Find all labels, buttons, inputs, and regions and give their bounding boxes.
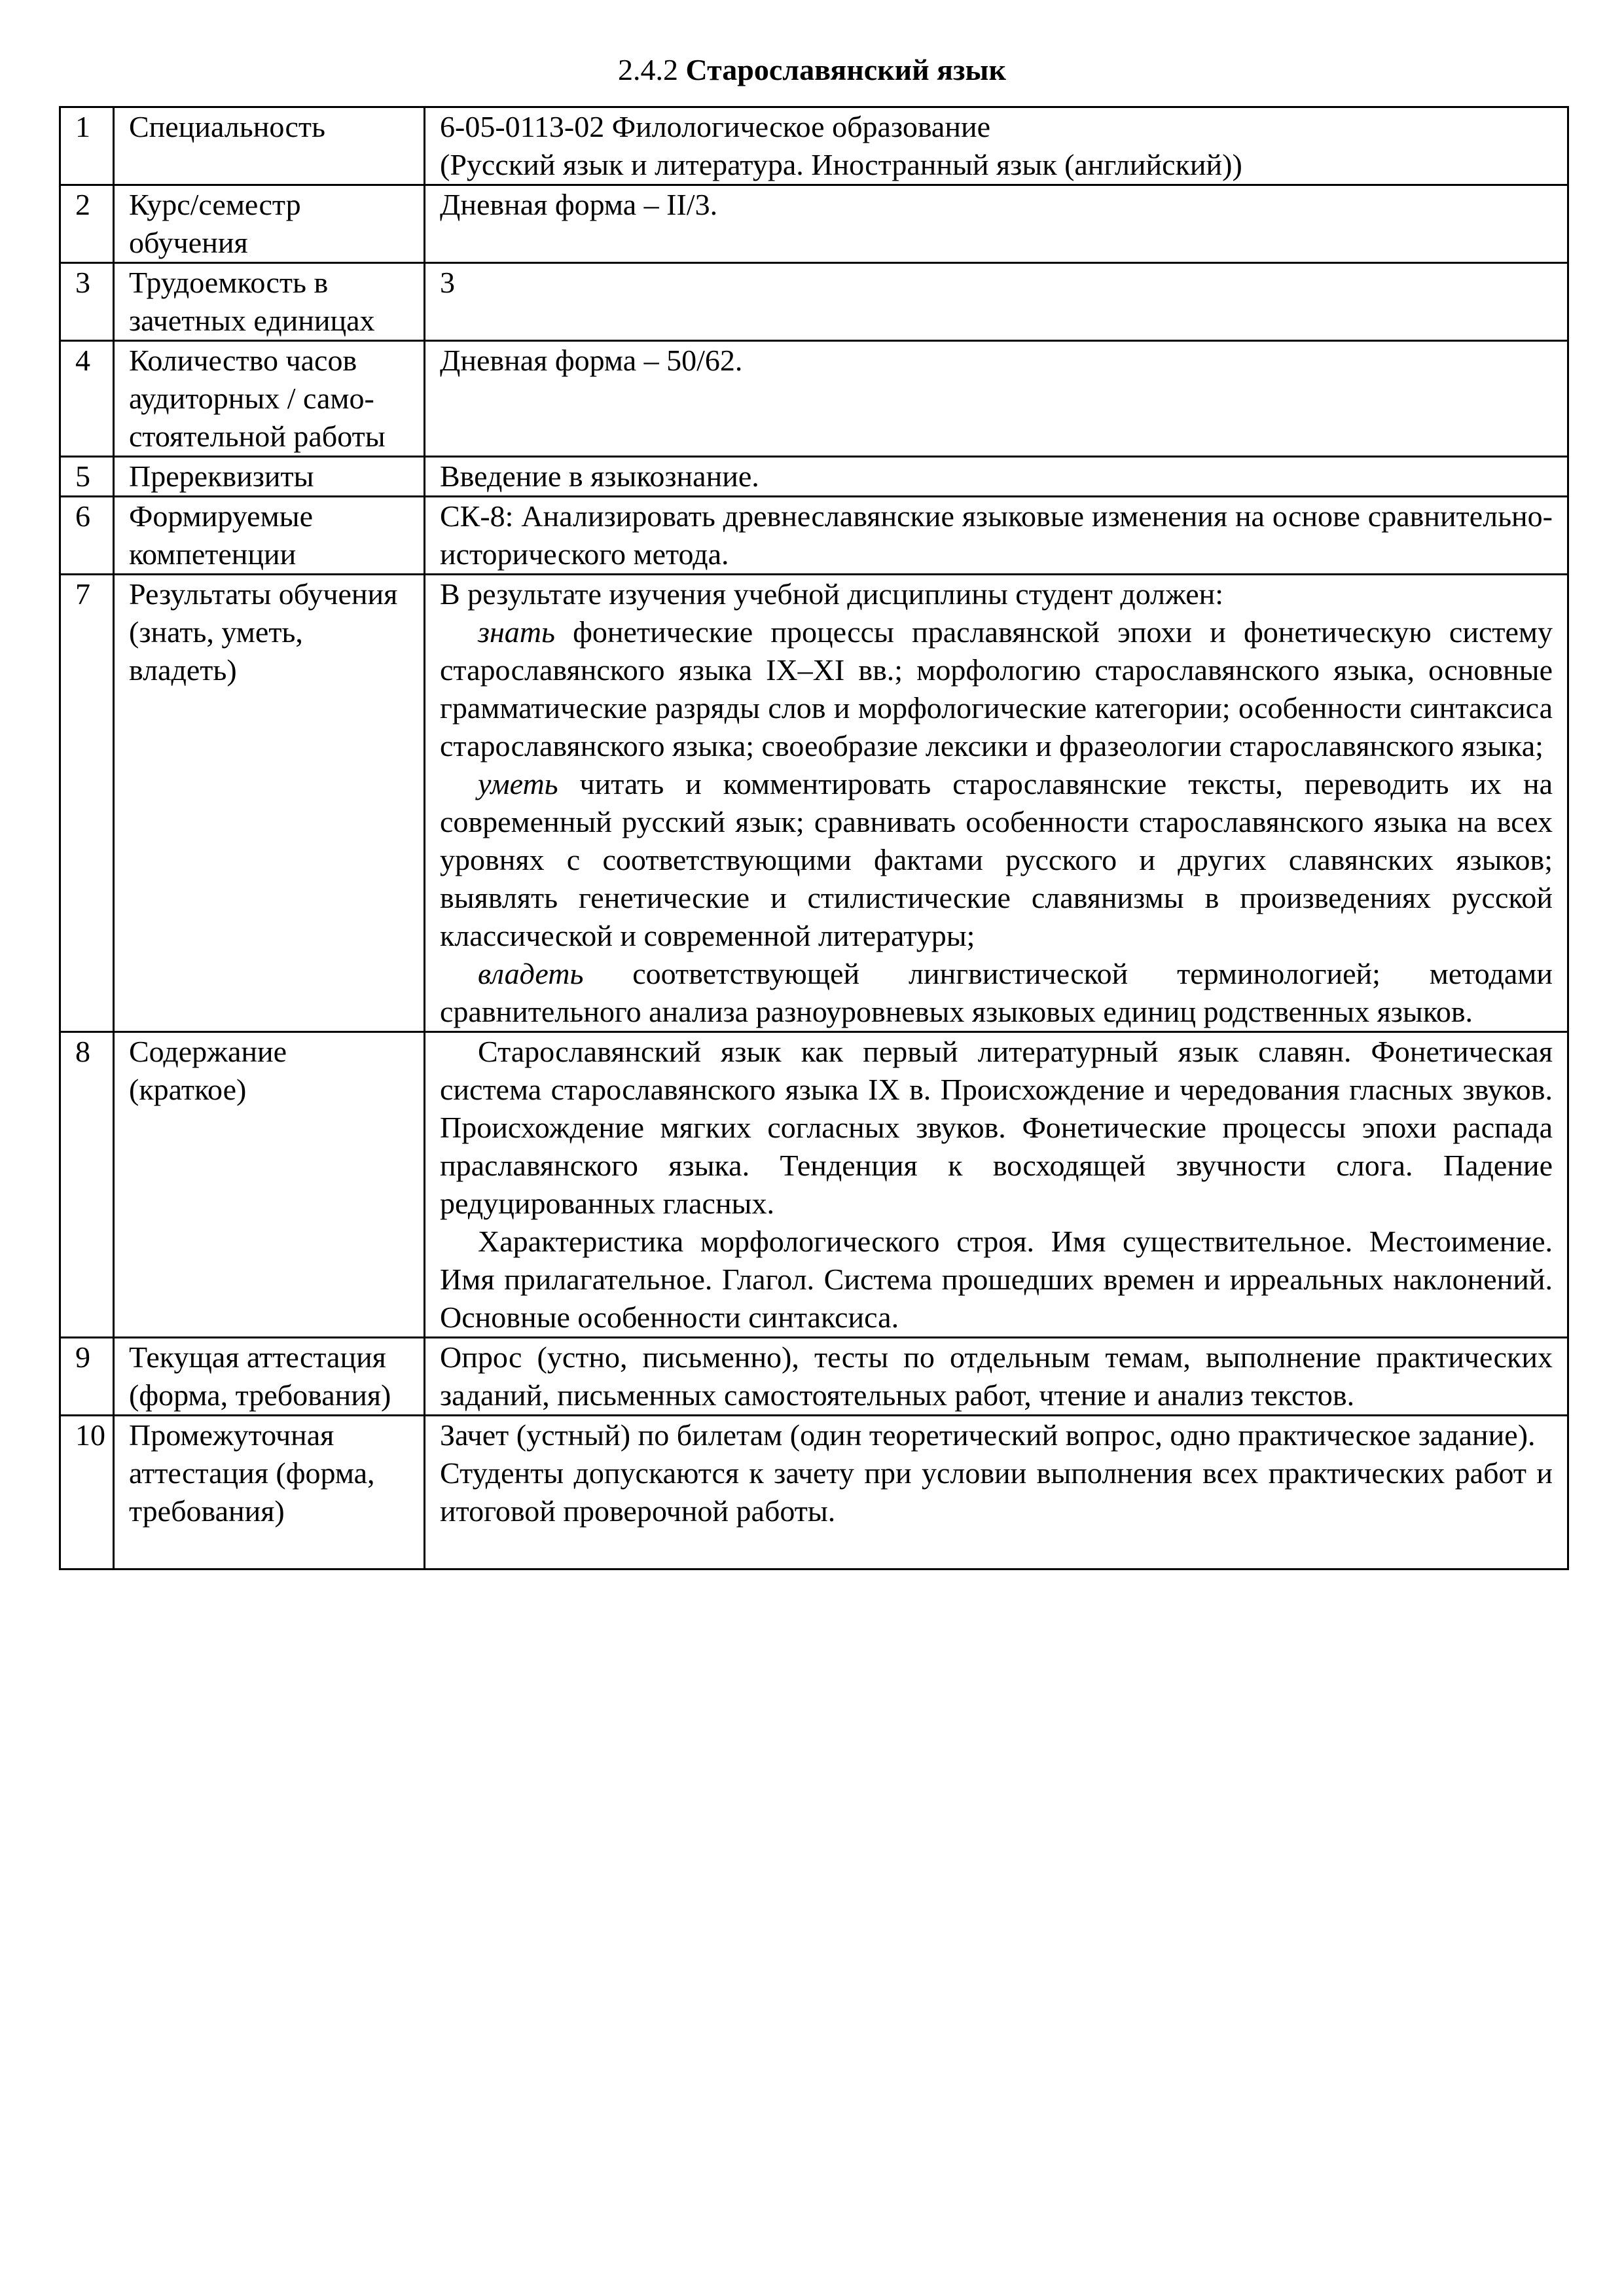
course-semester-text: Дневная форма – II/3. (440, 188, 718, 221)
table-row (60, 341, 1568, 457)
row-number: 6 (60, 497, 114, 575)
content-paragraph: Характеристика морфологического строя. Имя существительное. Местоимение. Имя прилагательное. Глагол. Система прошедших времен и ирреальных наклонений. Основные особенности синтаксиса. (440, 1225, 1553, 1334)
row-label: Пререквизиты (114, 457, 425, 497)
outcome-know (440, 613, 1553, 765)
outcome-term: знать (478, 615, 555, 649)
row-value (425, 575, 1568, 1032)
row-value (425, 1416, 1568, 1570)
outcome-text: фонетические процессы праславянской эпохи и фонетическую систему старославянского языка IX–XI вв.; морфологию старославянского языка, основные грамматические разряды слов и морфологические категории; особенности синтаксиса старославянского языка; своеобразие лексики и фразеологии старославянского языка; (440, 615, 1553, 762)
row-label: Результаты обучения (знать, уметь, владеть) (114, 575, 425, 1032)
row-value (425, 263, 1568, 341)
table-row (60, 107, 1568, 185)
table-row (60, 1416, 1568, 1570)
table-row (60, 1032, 1568, 1338)
row-label: Содержание (краткое) (114, 1032, 425, 1338)
row-number: 10 (60, 1416, 114, 1570)
discipline-name: Старославянский язык (685, 53, 1006, 86)
row-label: Трудоемкость в зачетных единицах (114, 263, 425, 341)
row-label: Количество часов аудиторных / само-стоятельной работы (114, 341, 425, 457)
section-number: 2.4.2 (618, 53, 679, 86)
competence-text: СК-8: Анализировать древнеславянские языковые изменения на основе сравнительно-исторического метода. (440, 499, 1553, 571)
row-number: 1 (60, 107, 114, 185)
outcome-text: соответствующей лингвистической терминологией; методами сравнительного анализа разноуровневых языковых единиц родственных языков. (440, 957, 1553, 1028)
specialty-profile-line: (Русский язык и литература. Иностранный язык (английский)) (440, 148, 1242, 181)
row-number: 8 (60, 1032, 114, 1338)
table-row (60, 575, 1568, 1032)
interim-assessment-text: Зачет (устный) по билетам (один теоретический вопрос, одно практическое задание). (440, 1418, 1536, 1452)
table-row (60, 1338, 1568, 1416)
row-number: 9 (60, 1338, 114, 1416)
row-value (425, 457, 1568, 497)
specialty-code-line: 6-05-0113-02 Филологическое образование (440, 110, 991, 143)
outcome-term: владеть (478, 957, 584, 990)
page-title (0, 51, 1624, 89)
row-label: Курс/семестр обучения (114, 185, 425, 263)
outcome-term: уметь (478, 767, 558, 800)
prerequisites-text: Введение в языкознание. (440, 459, 759, 493)
credits-text: 3 (440, 266, 455, 299)
table-row (60, 457, 1568, 497)
row-number: 4 (60, 341, 114, 457)
row-label: Формируемые компетенции (114, 497, 425, 575)
row-value (425, 1032, 1568, 1338)
row-number: 7 (60, 575, 114, 1032)
row-label: Текущая аттестация (форма, требования) (114, 1338, 425, 1416)
table-row (60, 497, 1568, 575)
row-value (425, 1338, 1568, 1416)
table-row (60, 185, 1568, 263)
content-paragraph: Старославянский язык как первый литературный язык славян. Фонетическая система старославянского языка IX в. Происхождение и чередования гласных звуков. Происхождение мягких согласных звуков. Фонетические процессы эпохи распада праславянского языка. Тенденция к восходящей звучности слога. Падение редуцированных гласных. (440, 1035, 1553, 1220)
outcomes-intro: В результате изучения учебной дисциплины студент должен: (440, 577, 1224, 611)
outcome-master (440, 955, 1553, 1031)
row-label: Специальность (114, 107, 425, 185)
current-assessment-text: Опрос (устно, письменно), тесты по отдельным темам, выполнение практических заданий, письменных самостоятельных работ, чтение и анализ текстов. (440, 1340, 1553, 1412)
interim-assessment-conditions: Студенты допускаются к зачету при условии выполнения всех практических работ и итоговой проверочной работы. (440, 1456, 1553, 1528)
hours-text: Дневная форма – 50/62. (440, 344, 743, 377)
row-label: Промежуточная аттестация (форма, требования) (114, 1416, 425, 1570)
outcome-text: читать и комментировать старославянские тексты, переводить их на современный русский язык; сравнивать особенности старославянского языка на всех уровнях с соответствующими фактами русского и других славянских языков; выявлять генетические и стилистические славянизмы в произведениях русской классической и современной литературы; (440, 767, 1553, 952)
outcome-can (440, 765, 1553, 955)
table-row (60, 263, 1568, 341)
row-number: 3 (60, 263, 114, 341)
row-value (425, 107, 1568, 185)
discipline-table (59, 106, 1569, 1570)
row-value (425, 341, 1568, 457)
row-number: 5 (60, 457, 114, 497)
row-value (425, 185, 1568, 263)
row-value (425, 497, 1568, 575)
row-number: 2 (60, 185, 114, 263)
